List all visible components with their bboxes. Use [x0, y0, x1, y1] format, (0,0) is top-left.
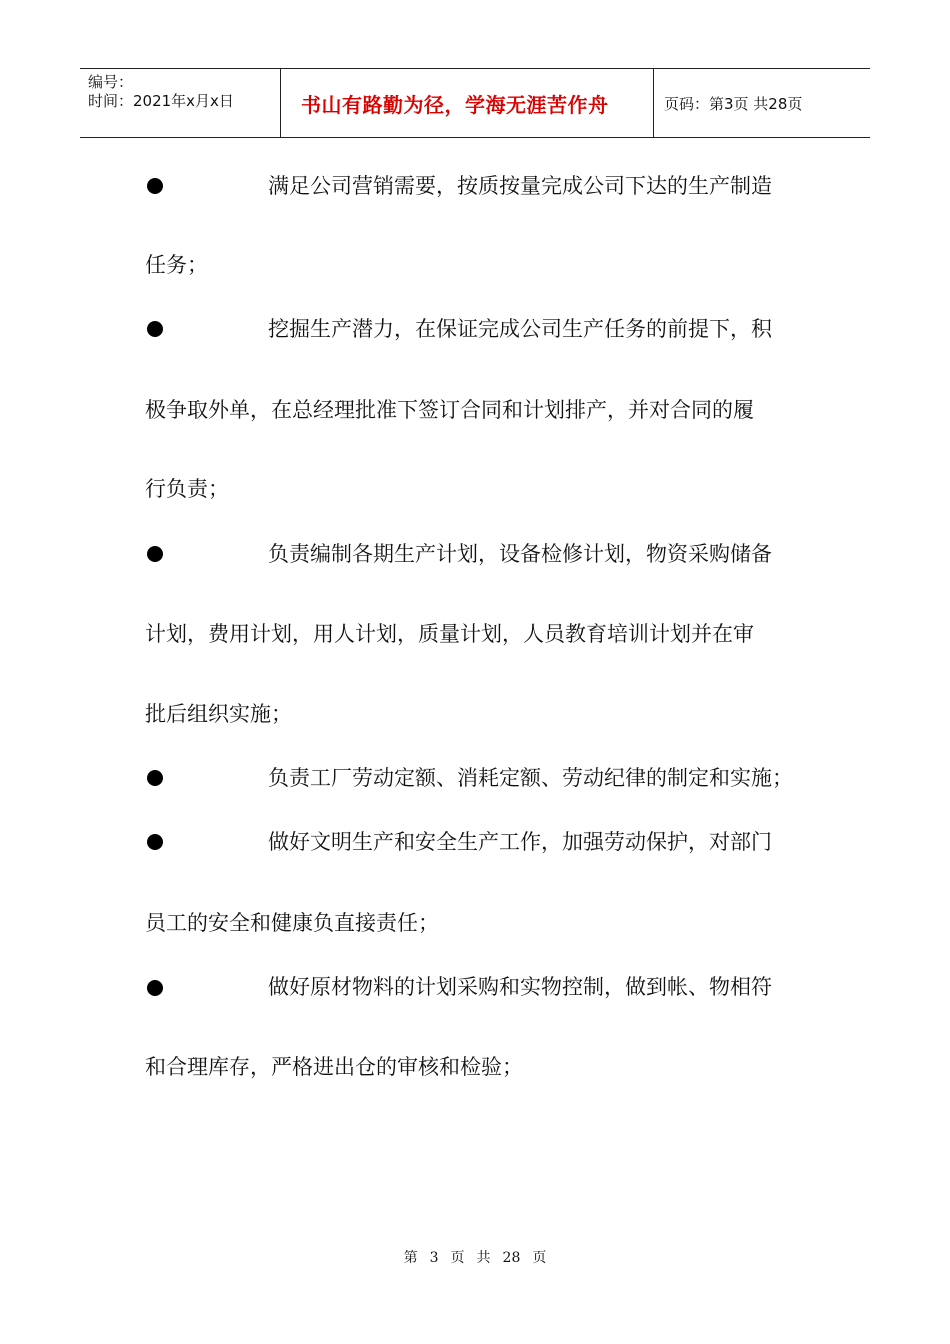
bullet-1-cont-1: 任务；	[145, 253, 208, 277]
header-motto: 书山有路勤为径，学海无涯苦作舟	[281, 69, 654, 137]
bullet-icon	[147, 178, 163, 194]
bullet-6-text: 做好原材物料的计划采购和实物控制，做到帐、物相符	[268, 975, 772, 999]
bullet-icon	[147, 834, 163, 850]
bullet-5-cont-1: 员工的安全和健康负直接责任；	[145, 911, 439, 935]
bullet-icon	[147, 546, 163, 562]
footer-ye: 页	[450, 1250, 465, 1266]
bullet-4-text: 负责工厂劳动定额、消耗定额、劳动纪律的制定和实施；	[268, 766, 793, 790]
footer-total-pages: 28	[502, 1250, 521, 1266]
bullet-6-cont-1: 和合理库存，严格进出仓的审核和检验；	[145, 1055, 523, 1079]
footer-gong: 共	[476, 1250, 491, 1266]
bullet-3-cont-2: 批后组织实施；	[145, 702, 292, 726]
bullet-2-cont-1: 极争取外单，在总经理批准下签订合同和计划排产，并对合同的履	[145, 398, 754, 422]
footer-ye-2: 页	[532, 1250, 547, 1266]
number-label: 编号：	[88, 73, 134, 91]
page-footer	[0, 1247, 950, 1267]
bullet-5-text: 做好文明生产和安全生产工作，加强劳动保护，对部门	[268, 830, 772, 854]
footer-page-number: 3	[429, 1250, 439, 1266]
header-meta	[80, 69, 281, 137]
bullet-3-cont-1: 计划，费用计划，用人计划，质量计划，人员教育培训计划并在审	[145, 622, 754, 646]
bullet-3-text: 负责编制各期生产计划，设备检修计划，物资采购储备	[268, 542, 772, 566]
bullet-icon	[147, 770, 163, 786]
footer-di: 第	[403, 1250, 418, 1266]
bullet-icon	[147, 980, 163, 996]
bullet-1-text: 满足公司营销需要，按质按量完成公司下达的生产制造	[268, 174, 772, 198]
bullet-2-cont-2: 行负责；	[145, 477, 229, 501]
bullet-2-text: 挖掘生产潜力，在保证完成公司生产任务的前提下，积	[268, 317, 772, 341]
header-page-info: 页码：第3页 共28页	[664, 94, 803, 113]
date-label: 时间：2021年x月x日	[88, 92, 234, 110]
bullet-icon	[147, 321, 163, 337]
document-header	[80, 68, 870, 138]
